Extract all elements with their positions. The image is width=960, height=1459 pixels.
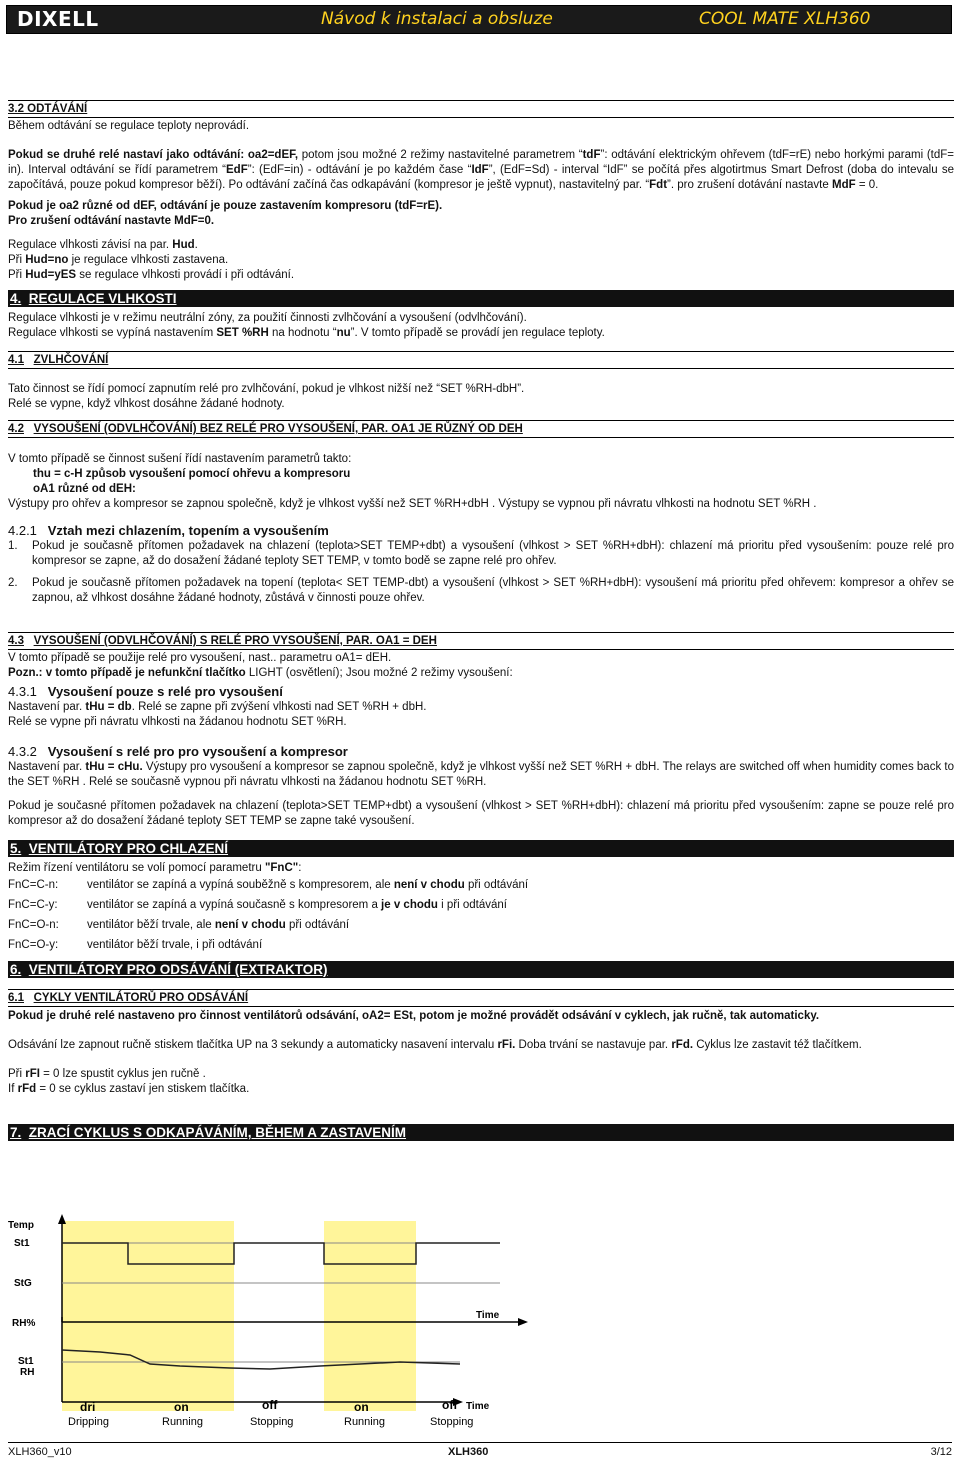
section-4-3-1-heading: 4.3.1 Vysoušení pouze s relé pro vysoušení [8, 684, 283, 699]
s32-p2: Pokud se druhé relé nastaví jako odtávání: oa2=dEF, potom jsou možné 2 režimy nastavitelné parametrem “tdF”: odtávání elektrickým ohřevem (tdF=rE) nebo horkými parami (tdF= in). Interval odtávání se řídí parametrem “EdF”: (EdF=in) - odtávání je po každém čase “IdF”, (EdF=Sd) - interval “IdF” se počítá přes algotirtmus Smart Defrost (doba do intevalu se započítává, pouze pokud kompresor běží). Po odtávání začíná čas odkapávání (kompresor je ještě vypnut), nastavitelný par. “Fdt”. pro zrušení dotávání nastavte MdF = 0. [8, 149, 955, 191]
label-temp: Temp [8, 1220, 34, 1231]
label-time-upper: Time [476, 1310, 500, 1321]
s61-p4: If rFd = 0 se cyklus zastaví jen stiskem tlačítka. [8, 1083, 250, 1095]
section-4-1-heading: 4.1 ZVLHČOVÁNÍ [8, 351, 954, 369]
phase-name-5: Stopping [430, 1416, 474, 1428]
temperature-curve [62, 1243, 500, 1264]
section-4-2-1-heading: 4.2.1 Vztah mezi chlazením, topením a vysoušením [8, 523, 329, 538]
fnc-row-c-y: FnC=C-y: ventilátor se zapíná a vypíná současně s kompresorem a je v chodu i při odtávání [8, 899, 507, 911]
highlight-running-1 [128, 1221, 234, 1411]
s42-p2: thu = c-H způsob vysoušení pomocí ohřevu a kompresoru [33, 468, 351, 480]
section-4-3-heading: 4.3 VYSOUŠENÍ (ODVLHČOVÁNÍ) S RELÉ PRO VYSOUŠENÍ, PAR. OA1 = DEH [8, 632, 954, 650]
footer-doc-id: XLH360_v10 [8, 1446, 72, 1458]
section-4-3-2-heading: 4.3.2 Vysoušení s relé pro pro vysoušení a kompresor [8, 744, 348, 759]
section-5-heading: 5. VENTILÁTORY PRO CHLAZENÍ [8, 840, 954, 857]
s32-p4: Pro zrušení odtávání nastavte MdF=0. [8, 215, 215, 227]
highlight-running-2 [324, 1221, 416, 1411]
fnc-row-o-n: FnC=O-n: ventilátor běží trvale, ale není v chodu při odtávání [8, 919, 350, 931]
section-6-heading: 6. VENTILÁTORY PRO ODSÁVÁNÍ (EXTRAKTOR) [8, 961, 954, 978]
footer-page-number: 3/12 [930, 1446, 952, 1458]
s5-p1: Režim řízení ventilátoru se volí pomocí parametru "FnC": [8, 862, 302, 874]
phase-name-2: Running [162, 1416, 203, 1428]
s421-item-2: 2. Pokud je současně přítomen požadavek na topení (teplota< SET TEMP-dbt) a vysoušení (vlhkost > SET %RH+dbH): vysoušení má prioritu před ohřevem: kompresor a ohřev se zapnou, až vlhkost dosáhne žádané hodnoty, zůstává v činnosti pouze ohřev. [8, 577, 954, 604]
s41-p2: Relé se vypne, když vlhkost dosáhne žádané hodnoty. [8, 398, 285, 410]
s431-p1: Nastavení par. tHu = db. Relé se zapne při zvýšení vlhkosti nad SET %RH + dbH. [8, 701, 427, 713]
s4-p1: Regulace vlhkosti je v režimu neutrální zóny, za použití činnosti zvlhčování a vysoušení (odvlhčování). [8, 312, 527, 324]
section-4-2-heading: 4.2 VYSOUŠENÍ (ODVLHČOVÁNÍ) BEZ RELÉ PRO VYSOUŠENÍ, PAR. OA1 JE RŮZNÝ OD DEH [8, 420, 954, 438]
s32-p5: Regulace vlhkosti závisí na par. Hud. [8, 239, 198, 251]
s32-p1: Během odtávání se regulace teploty neprovádí. [8, 120, 250, 132]
section-3-2-heading: 3.2 ODTÁVÁNÍ [8, 100, 954, 118]
label-st1: St1 [14, 1238, 30, 1249]
s431-p2: Relé se vypne při návratu vlhkosti na žádanou hodnotu SET %RH. [8, 716, 347, 728]
label-st1rh-a: St1 [18, 1356, 34, 1367]
upper-y-arrow [58, 1214, 66, 1224]
page-footer [8, 1442, 952, 1458]
upper-x-arrow [518, 1318, 528, 1326]
phase-code-1: dri [80, 1400, 96, 1414]
s43-p2: Pozn.: v tomto případě je nefunkční tlačítko LIGHT (osvětlení); Jsou možné 2 režimy vysoušení: [8, 667, 513, 679]
label-time-lower: Time [466, 1401, 490, 1412]
header-model: COOL MATE XLH360 [699, 9, 871, 29]
fnc-row-c-n: FnC=C-n: ventilátor se zapíná a vypíná souběžně s kompresorem, ale není v chodu při odtávání [8, 879, 529, 891]
s42-p4: Výstupy pro ohřev a kompresor se zapnou společně, když je vlhkost vyšší než SET %RH+dbH . Výstupy se vypnou při návratu vlhkosti na hodnotu SET %RH . [8, 498, 817, 510]
phase-name-4: Running [344, 1416, 385, 1428]
s32-p7: Při Hud=yES se regulace vlhkosti provádí i při odtávání. [8, 269, 295, 281]
s42-p3: oA1 různé od dEH: [33, 483, 136, 495]
phase-code-4: on [354, 1400, 369, 1414]
brand-logo: DIXELL [17, 7, 99, 31]
s43-p1: V tomto případě se použije relé pro vysoušení, nast.. parametru oA1= dEH. [8, 652, 392, 664]
s61-p3: Při rFI = 0 lze spustit cyklus jen ručně . [8, 1068, 206, 1080]
s432-p2: Pokud je současné přítomen požadavek na chlazení (teplota>SET TEMP+dbt) a vysoušení (vlhkost > SET %RH+dbH): chlazení má prioritu před vysoušením: zapne se pouze relé pro kompresor až do dosažení žádané teploty SET TEMP se zapne také vysoušení. [8, 800, 954, 827]
page-header [6, 5, 952, 34]
fnc-row-o-y: FnC=O-y: ventilátor běží trvale, i při odtávání [8, 939, 263, 951]
section-6-1-heading: 6.1 CYKLY VENTILÁTORŮ PRO ODSÁVÁNÍ [8, 989, 954, 1007]
s421-item-1: 1. Pokud je současně přítomen požadavek na chlazení (teplota>SET TEMP+dbt) a vysoušení (vlhkost > SET %RH+dbH): chlazení má prioritu před vysoušením: pouze relé pro kompresor se zapne, až do dosažení žádané teploty SET TEMP, v tomto bodě se zapne relé pro ohřev. [8, 540, 954, 567]
phase-name-1: Dripping [68, 1416, 109, 1428]
cycle-timing-chart [0, 1212, 960, 1432]
s4-p2: Regulace vlhkosti se vypíná nastavením SET %RH na hodnotu “nu”. V tomto případě se provádí jen regulace teploty. [8, 327, 605, 339]
s432-p1: Nastavení par. tHu = cHu. Výstupy pro vysoušení a kompresor se zapnou společně, když je vlhkost vyšší než SET %RH + dbH. The relays are switched off when humidity comes back to the SET %RH . Relé se současně vypnou při návratu vlhkosti na žádanou hodnotu SET %RH. [8, 761, 955, 788]
document-body [8, 100, 954, 1141]
phase-code-5: off [442, 1398, 458, 1412]
s61-p1: Pokud je druhé relé nastaveno pro činnost ventilátorů odsávání, oA2= ESt, potom je možné provádět odsávání v cyklech, jak ručně, tak automaticky. [8, 1010, 820, 1022]
phase-code-2: on [174, 1400, 189, 1414]
section-4-heading: 4. REGULACE VLHKOSTI [8, 290, 954, 307]
section-7-heading: 7. ZRACÍ CYKLUS S ODKAPÁVÁNÍM, BĚHEM A ZASTAVENÍM [8, 1124, 954, 1141]
s32-p3: Pokud je oa2 různé od dEF, odtávání je pouze zastavením kompresoru (tdF=rE). [8, 200, 443, 212]
label-rh: RH% [12, 1318, 36, 1329]
label-stg: StG [14, 1278, 32, 1289]
phase-code-3: off [262, 1398, 278, 1412]
highlight-dripping [62, 1221, 128, 1411]
phase-name-3: Stopping [250, 1416, 294, 1428]
s42-p1: V tomto případě se činnost sušení řídí nastavením parametrů takto: [8, 453, 352, 465]
s32-p6: Při Hud=no je regulace vlhkosti zastavena. [8, 254, 229, 266]
header-title: Návod k instalaci a obsluze [321, 9, 553, 29]
s41-p1: Tato činnost se řídí pomocí zapnutím relé pro zvlhčování, pokud je vlhkost nižší než “SET %RH-dbH”. [8, 383, 525, 395]
s61-p2: Odsávání lze zapnout ručně stiskem tlačítka UP na 3 sekundy a automaticky nasavení intervalu rFi. Doba trvání se nastavuje par. rFd. Cyklus lze zastavit též tlačítkem. [8, 1039, 862, 1051]
footer-model: XLH360 [448, 1446, 489, 1458]
label-st1rh-b: RH [20, 1367, 35, 1378]
